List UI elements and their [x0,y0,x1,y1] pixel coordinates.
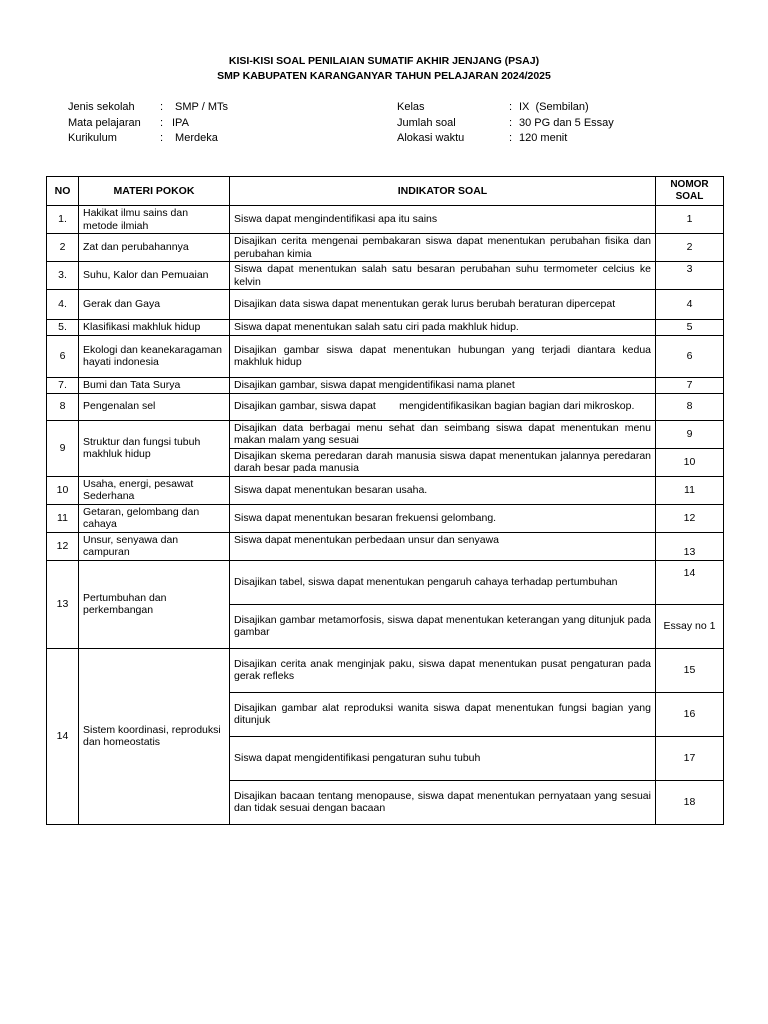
cell-nomor: 18 [656,780,724,824]
table-row [47,393,724,420]
cell-indikator: Siswa dapat menentukan salah satu besaran perubahan suhu termometer celcius ke kelvin [230,262,656,290]
cell-materi: Struktur dan fungsi tubuh makhluk hidup [79,420,230,476]
cell-indikator: Disajikan gambar siswa dapat menentukan hubungan yang terjadi diantara kedua makhluk hidup [230,335,656,377]
cell-indikator: Disajikan data siswa dapat menentukan gerak lurus berubah beraturan dipercepat [230,290,656,320]
info-value: Merdeka [172,132,218,144]
cell-nomor: 14 [656,560,724,604]
cell-materi: Pengenalan sel [79,393,230,420]
cell-indikator: Disajikan cerita anak menginjak paku, siswa dapat menentukan pusat pengaturan pada gerak refleks [230,648,656,692]
cell-nomor: 10 [656,448,724,476]
cell-indikator: Disajikan data berbagai menu sehat dan seimbang siswa dapat menentukan menu makan malam yang sesuai [230,420,656,448]
info-left [68,100,228,147]
cell-materi: Suhu, Kalor dan Pemuaian [79,262,230,290]
header-nomor-soal: NOMOR SOAL [656,177,724,206]
table-row [47,290,724,320]
cell-no: 1. [47,206,79,234]
document-title-line-1: KISI-KISI SOAL PENILAIAN SUMATIF AKHIR JENJANG (PSAJ) [228,55,540,67]
cell-nomor: 15 [656,648,724,692]
cell-nomor: 6 [656,335,724,377]
cell-no: 8 [47,393,79,420]
cell-no: 10 [47,476,79,504]
cell-no: 3. [47,262,79,290]
cell-indikator: Siswa dapat menentukan perbedaan unsur dan senyawa [230,532,656,560]
cell-materi: Unsur, senyawa dan campuran [79,532,230,560]
cell-indikator: Disajikan gambar metamorfosis, siswa dapat menentukan keterangan yang ditunjuk pada gambar [230,604,656,648]
info-label: Kelas [397,101,425,113]
cell-indikator: Siswa dapat menentukan besaran usaha. [230,476,656,504]
table-row [47,476,724,504]
table-header-row [47,177,724,206]
cell-no: 14 [47,648,79,824]
cell-no: 2 [47,234,79,262]
cell-indikator: Siswa dapat menentukan besaran frekuensi gelombang. [230,504,656,532]
info-value: SMP / MTs [172,101,229,113]
info-label: Jenis sekolah [68,101,135,113]
table-row [47,532,724,560]
cell-indikator: Disajikan gambar alat reproduksi wanita siswa dapat menentukan fungsi bagian yang ditunjuk [230,692,656,736]
cell-materi: Ekologi dan keanekaragaman hayati indonesia [79,335,230,377]
cell-no: 11 [47,504,79,532]
cell-nomor: 12 [656,504,724,532]
info-row-kelas [397,100,614,116]
info-label: Kurikulum [68,132,117,144]
cell-nomor: 7 [656,377,724,393]
table-row [47,320,724,336]
header-indikator-soal: INDIKATOR SOAL [230,177,656,206]
cell-nomor: 3 [656,262,724,290]
cell-nomor: 2 [656,234,724,262]
cell-nomor: 9 [656,420,724,448]
cell-nomor: Essay no 1 [656,604,724,648]
info-colon: : [509,132,513,144]
info-value: IPA [172,116,189,129]
cell-no: 6 [47,335,79,377]
table-row [47,335,724,377]
cell-indikator: Disajikan skema peredaran darah manusia siswa dapat menentukan jalannya peredaran darah besar pada manusia [230,448,656,476]
info-row-alokasi-waktu [397,131,614,147]
cell-no: 13 [47,560,79,648]
info-colon: : [160,116,164,129]
info-colon: : [509,101,513,113]
table-row [47,206,724,234]
cell-indikator: Disajikan bacaan tentang menopause, siswa dapat menentukan pernyataan yang sesuai dan tidak sesuai dengan bacaan [230,780,656,824]
table-row [47,560,724,604]
cell-indikator: Disajikan gambar, siswa dapat mengidentifikasi nama planet [230,377,656,393]
cell-materi: Pertumbuhan dan perkembangan [79,560,230,648]
cell-materi: Getaran, gelombang dan cahaya [79,504,230,532]
table-row [47,648,724,692]
cell-nomor: 11 [656,476,724,504]
info-value: 30 PG dan 5 Essay [519,116,614,129]
info-label: Alokasi waktu [397,132,465,144]
info-row-kurikulum [68,131,228,147]
info-value: IX (Sembilan) [519,101,589,113]
header-no: NO [47,177,79,206]
cell-no: 5. [47,320,79,336]
cell-no: 12 [47,532,79,560]
document-title-line-2: SMP KABUPATEN KARANGANYAR TAHUN PELAJARAN 2024/2025 [217,70,551,82]
header-materi-pokok: MATERI POKOK [79,177,230,206]
cell-indikator: Siswa dapat mengidentifikasi pengaturan suhu tubuh [230,736,656,780]
cell-nomor: 17 [656,736,724,780]
info-colon: : [160,132,164,144]
cell-materi: Usaha, energi, pesawat Sederhana [79,476,230,504]
info-row-mata-pelajaran [68,116,228,132]
cell-materi: Sistem koordinasi, reproduksi dan homeostatis [79,648,230,824]
info-label: Jumlah soal [397,116,456,129]
cell-no: 7. [47,377,79,393]
cell-indikator: Disajikan cerita mengenai pembakaran siswa dapat menentukan perubahan fisika dan perubahan kimia [230,234,656,262]
cell-materi: Gerak dan Gaya [79,290,230,320]
cell-materi: Klasifikasi makhluk hidup [79,320,230,336]
table-row [47,377,724,393]
cell-indikator: Disajikan tabel, siswa dapat menentukan pengaruh cahaya terhadap pertumbuhan [230,560,656,604]
table-row [47,420,724,448]
cell-nomor: 4 [656,290,724,320]
cell-nomor: 16 [656,692,724,736]
table-row [47,234,724,262]
info-label: Mata pelajaran [68,116,141,129]
info-row-jumlah-soal [397,116,614,132]
info-colon: : [160,101,164,113]
cell-nomor: 5 [656,320,724,336]
cell-materi: Bumi dan Tata Surya [79,377,230,393]
info-row-jenis-sekolah [68,100,228,116]
cell-indikator: Disajikan gambar, siswa dapat mengidentifikasikan bagian bagian dari mikroskop. [230,393,656,420]
cell-nomor: 1 [656,206,724,234]
info-colon: : [509,116,513,129]
cell-no: 4. [47,290,79,320]
cell-indikator: Siswa dapat menentukan salah satu ciri pada makhluk hidup. [230,320,656,336]
info-value: 120 menit [519,132,568,144]
cell-indikator: Siswa dapat mengindentifikasi apa itu sains [230,206,656,234]
kisi-kisi-table [46,176,724,825]
cell-no: 9 [47,420,79,476]
table-row [47,262,724,290]
info-right [397,100,614,147]
table-row [47,504,724,532]
cell-nomor: 8 [656,393,724,420]
cell-nomor: 13 [656,532,724,560]
cell-materi: Hakikat ilmu sains dan metode ilmiah [79,206,230,234]
cell-materi: Zat dan perubahannya [79,234,230,262]
